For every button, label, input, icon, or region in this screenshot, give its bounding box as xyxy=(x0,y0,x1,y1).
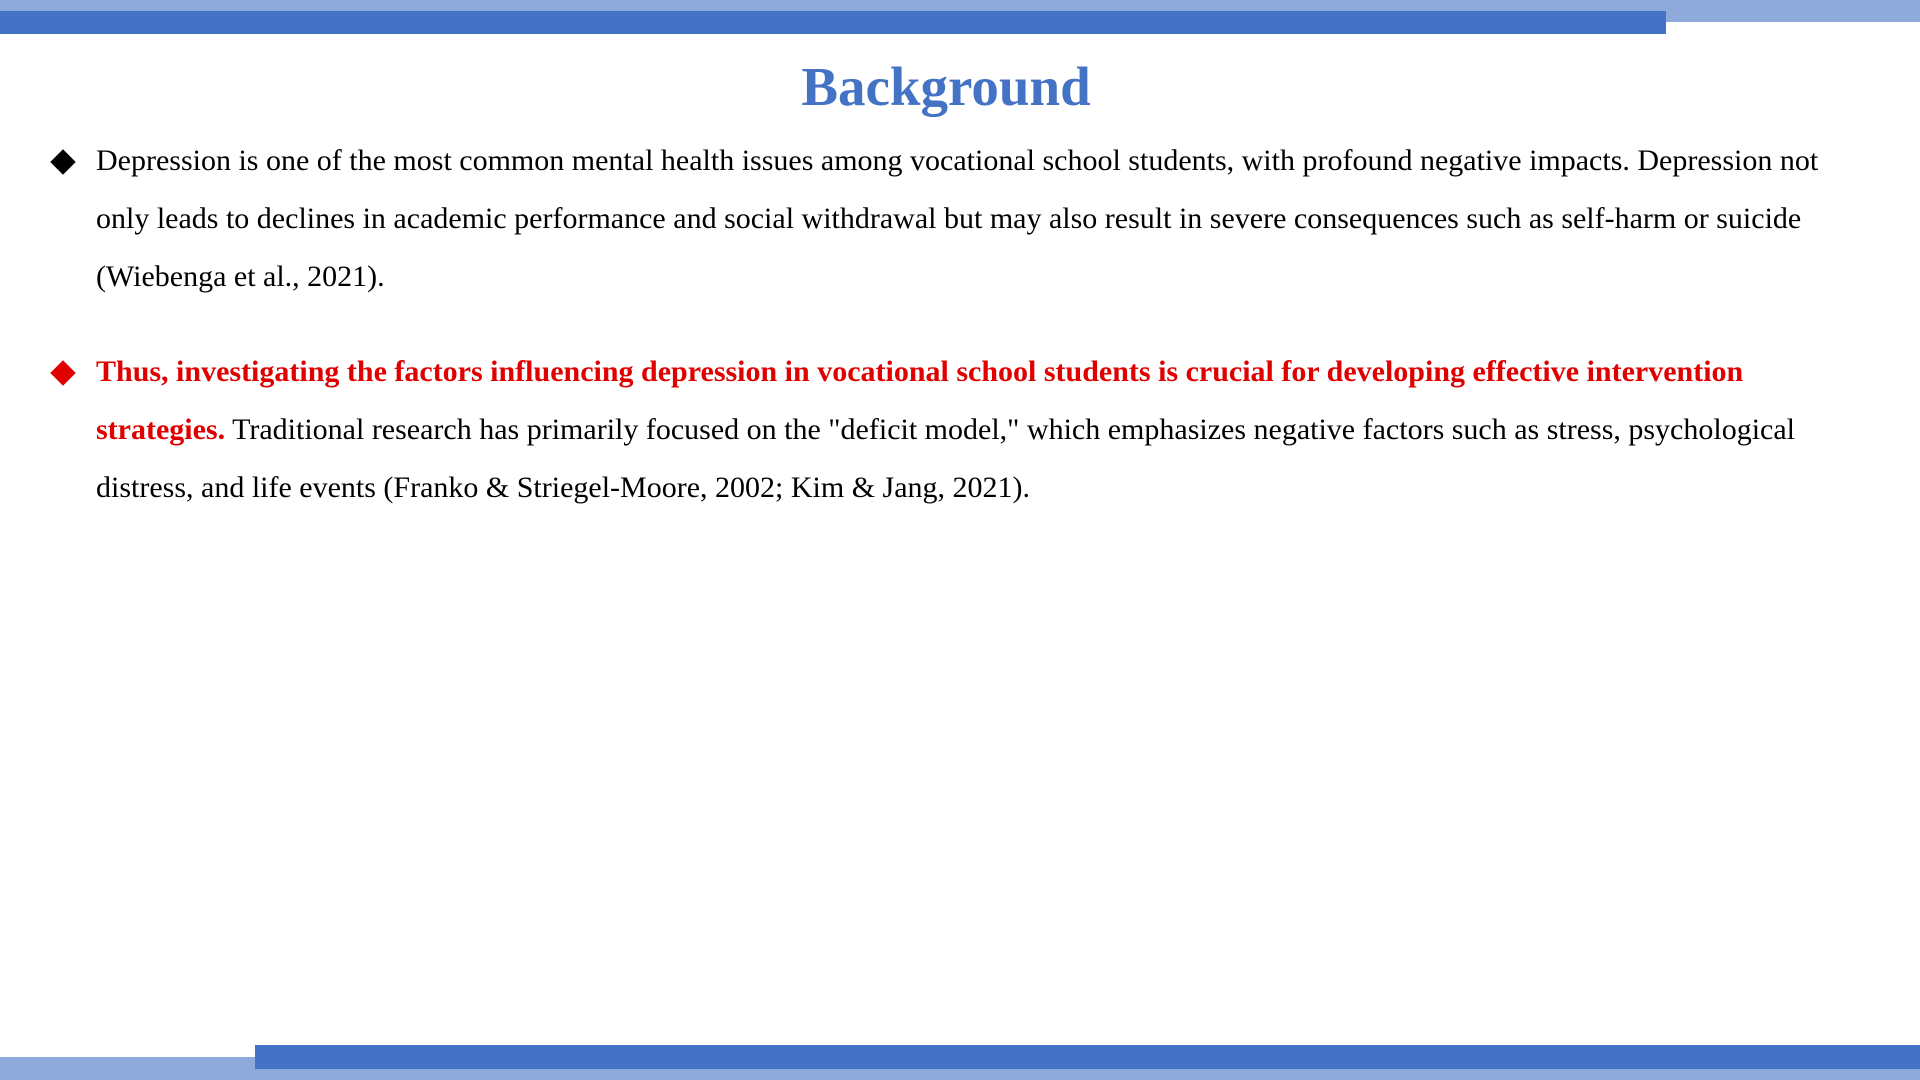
slide-title: Background xyxy=(801,56,1091,117)
bullet-text: Depression is one of the most common mental health issues among vocational school students, with profound negative impacts. Depression not only leads to declines in academic performance and social withdrawal but may also result in severe consequences such as self-harm or suicide (Wiebenga et al., 2021). xyxy=(96,144,1819,293)
bottom-accent-bar-dark xyxy=(255,1045,1920,1069)
top-accent-bar-dark xyxy=(0,11,1666,34)
bullet-item xyxy=(48,343,1868,517)
red-diamond-icon xyxy=(50,360,75,385)
bullet-emphasis-text: Thus, investigating the factors influencing depression in vocational school students is crucial for developing effective intervention strategies. xyxy=(96,355,1744,446)
bullet-item xyxy=(48,132,1868,306)
bullet-text xyxy=(96,343,1868,517)
bullet-body-text: Traditional research has primarily focused on the "deficit model," which emphasizes negative factors such as stress, psychological distress, and life events (Franko & Striegel-Moore, 2002; Kim & Jang, 2021). xyxy=(96,413,1796,504)
black-diamond-icon xyxy=(50,149,75,174)
